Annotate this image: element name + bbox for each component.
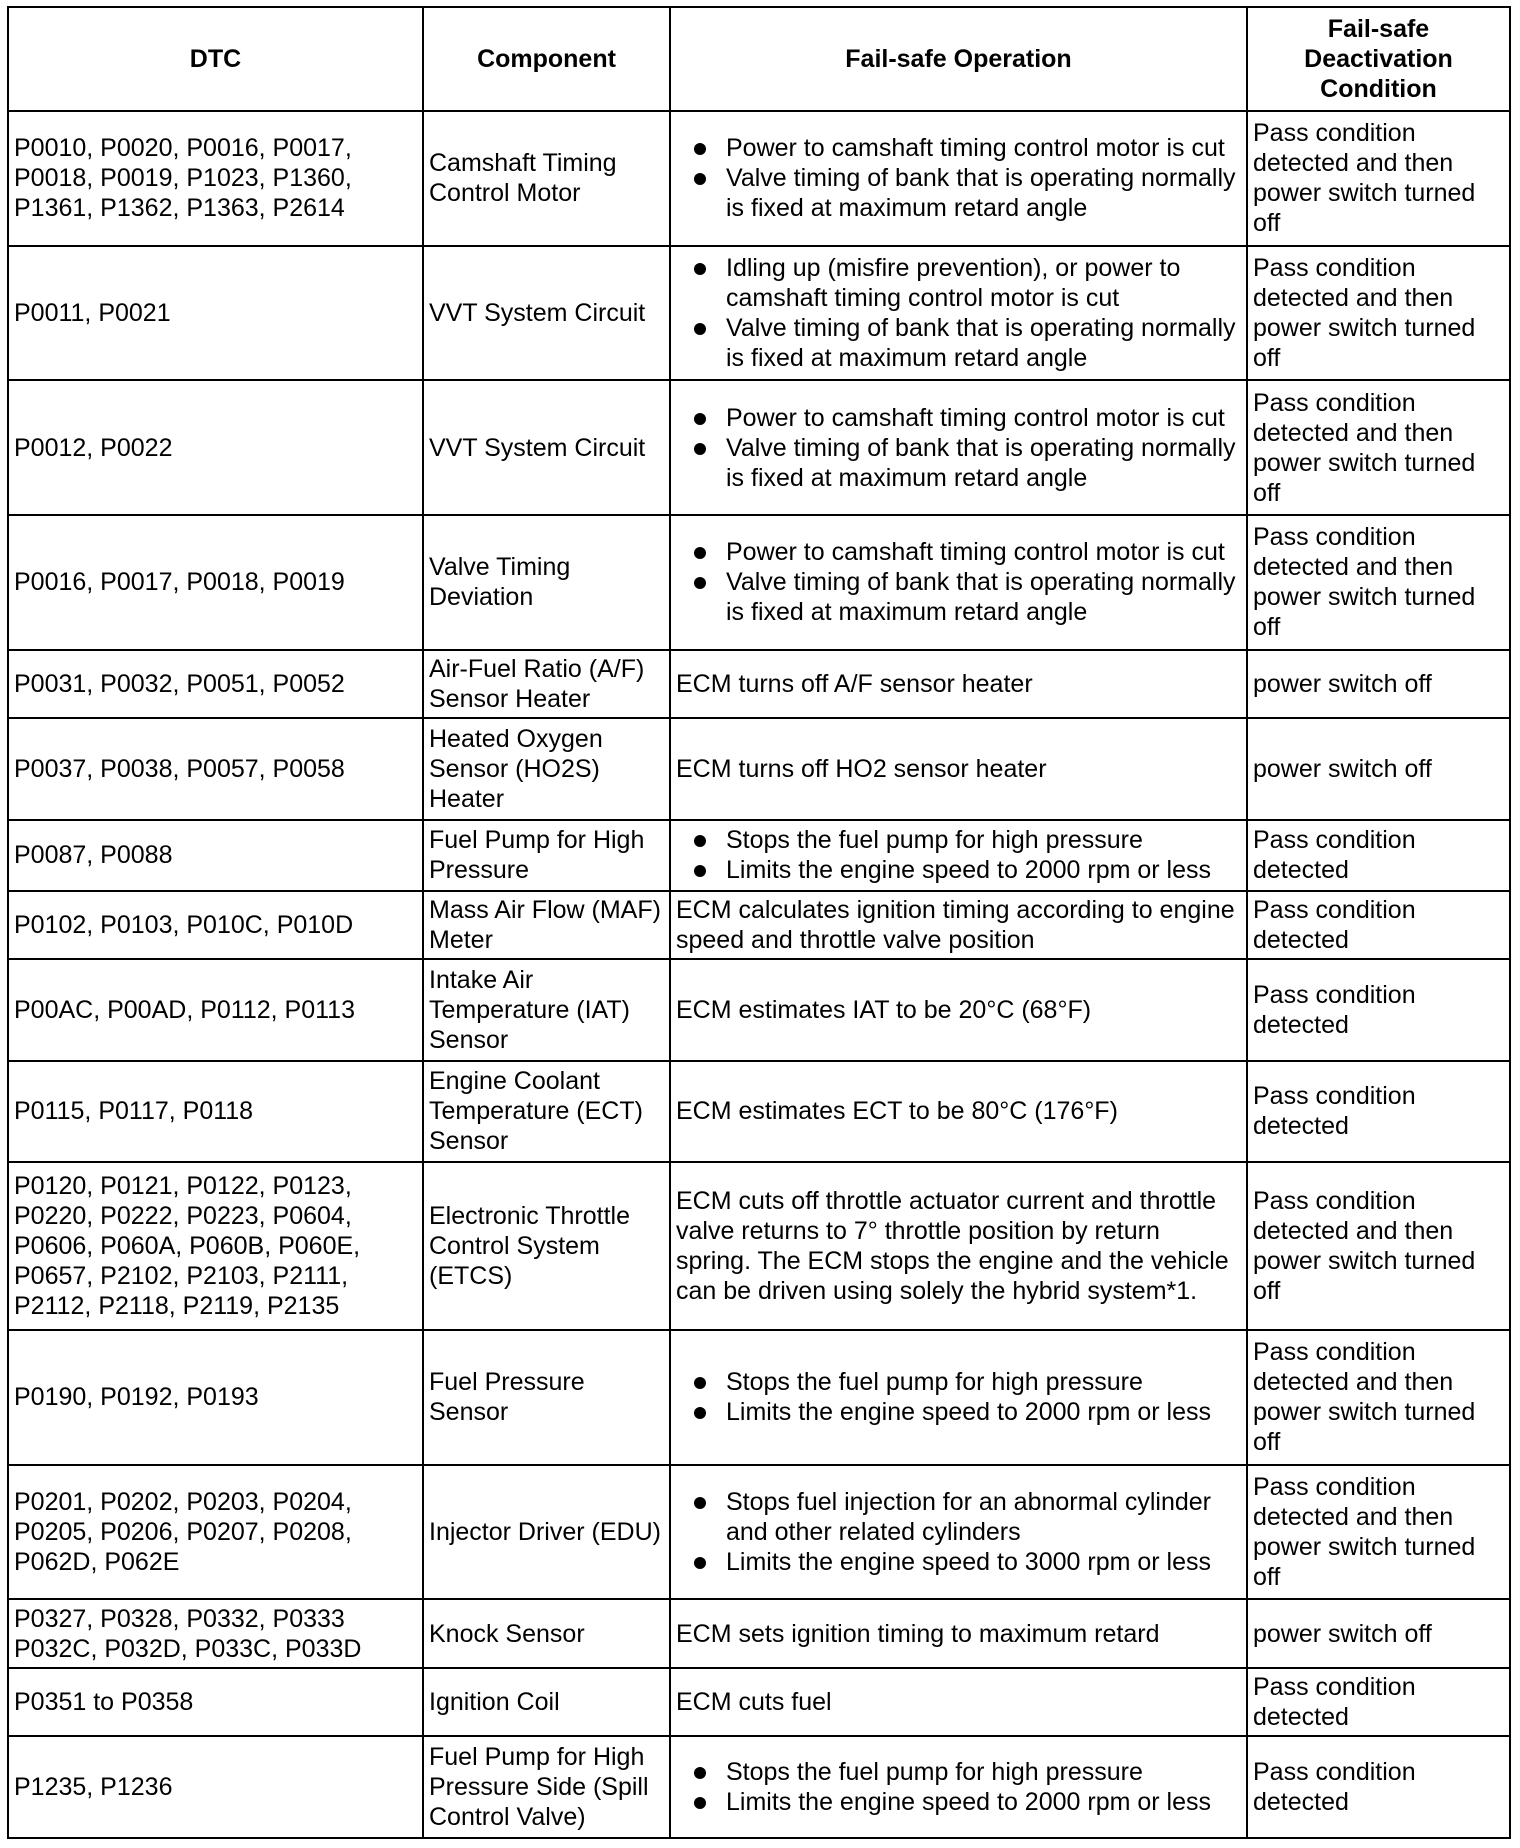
dtc-cell: P00AC, P00AD, P0112, P0113 (8, 959, 423, 1061)
dtc-cell: P0120, P0121, P0122, P0123, P0220, P0222, P0223, P0604, P0606, P060A, P060B, P060E, P0657, P2102, P2103, P2111, P2112, P2118, P2119, P2135 (8, 1162, 423, 1330)
operation-cell (670, 820, 1247, 891)
operation-bullet-list (676, 1757, 1241, 1817)
dtc-cell: P0012, P0022 (8, 380, 423, 515)
operation-cell: ECM calculates ignition timing according to engine speed and throttle valve position (670, 891, 1247, 959)
table-row (8, 820, 1510, 891)
header-operation: Fail-safe Operation (670, 7, 1247, 111)
table-row (8, 380, 1510, 515)
operation-bullet-list (676, 1487, 1241, 1577)
operation-bullet: Limits the engine speed to 2000 rpm or less (726, 855, 1241, 885)
component-cell: Ignition Coil (423, 1668, 670, 1736)
operation-bullet: Stops the fuel pump for high pressure (726, 825, 1241, 855)
operation-cell (670, 246, 1247, 381)
deactivation-cell: Pass condition detected (1247, 820, 1510, 891)
deactivation-cell: Pass condition detected and then power switch turned off (1247, 1330, 1510, 1465)
operation-bullet: Limits the engine speed to 2000 rpm or less (726, 1397, 1241, 1427)
table-row (8, 111, 1510, 246)
deactivation-cell: Pass condition detected and then power switch turned off (1247, 1162, 1510, 1330)
operation-bullet: Limits the engine speed to 2000 rpm or less (726, 1787, 1241, 1817)
operation-bullet-list (676, 403, 1241, 493)
table-row (8, 1330, 1510, 1465)
dtc-cell: P0087, P0088 (8, 820, 423, 891)
operation-bullet: Power to camshaft timing control motor is cut (726, 403, 1241, 433)
operation-cell: ECM turns off HO2 sensor heater (670, 718, 1247, 820)
component-cell: Air-Fuel Ratio (A/F) Sensor Heater (423, 650, 670, 718)
operation-cell: ECM estimates IAT to be 20°C (68°F) (670, 959, 1247, 1061)
operation-cell: ECM turns off A/F sensor heater (670, 650, 1247, 718)
operation-cell (670, 1330, 1247, 1465)
deactivation-cell: Pass condition detected (1247, 1061, 1510, 1163)
component-cell: VVT System Circuit (423, 380, 670, 515)
dtc-cell: P0016, P0017, P0018, P0019 (8, 515, 423, 650)
component-cell: Camshaft Timing Control Motor (423, 111, 670, 246)
operation-bullet: Valve timing of bank that is operating normally is fixed at maximum retard angle (726, 433, 1241, 493)
operation-cell: ECM cuts fuel (670, 1668, 1247, 1736)
operation-cell (670, 111, 1247, 246)
table-row (8, 1736, 1510, 1838)
dtc-cell: P0190, P0192, P0193 (8, 1330, 423, 1465)
operation-cell (670, 1465, 1247, 1600)
component-cell: Fuel Pressure Sensor (423, 1330, 670, 1465)
component-cell: Valve Timing Deviation (423, 515, 670, 650)
deactivation-cell: Pass condition detected and then power switch turned off (1247, 380, 1510, 515)
component-cell: Intake Air Temperature (IAT) Sensor (423, 959, 670, 1061)
operation-bullet: Power to camshaft timing control motor is cut (726, 537, 1241, 567)
deactivation-cell: Pass condition detected and then power switch turned off (1247, 246, 1510, 381)
deactivation-cell: power switch off (1247, 650, 1510, 718)
deactivation-cell: power switch off (1247, 1599, 1510, 1667)
header-component: Component (423, 7, 670, 111)
header-deactivation: Fail-safe Deactivation Condition (1247, 7, 1510, 111)
dtc-cell: P0351 to P0358 (8, 1668, 423, 1736)
operation-bullet: Stops fuel injection for an abnormal cylinder and other related cylinders (726, 1487, 1241, 1547)
table-row (8, 1668, 1510, 1736)
component-cell: Injector Driver (EDU) (423, 1465, 670, 1600)
dtc-cell: P1235, P1236 (8, 1736, 423, 1838)
failsafe-table (7, 6, 1511, 1839)
component-cell: Knock Sensor (423, 1599, 670, 1667)
component-cell: VVT System Circuit (423, 246, 670, 381)
operation-bullet: Stops the fuel pump for high pressure (726, 1367, 1241, 1397)
table-header (8, 7, 1510, 111)
component-cell: Engine Coolant Temperature (ECT) Sensor (423, 1061, 670, 1163)
operation-bullet-list (676, 825, 1241, 885)
operation-bullet: Valve timing of bank that is operating normally is fixed at maximum retard angle (726, 313, 1241, 373)
dtc-cell: P0115, P0117, P0118 (8, 1061, 423, 1163)
deactivation-cell: Pass condition detected (1247, 891, 1510, 959)
table-row (8, 1162, 1510, 1330)
table-row (8, 1465, 1510, 1600)
operation-cell: ECM estimates ECT to be 80°C (176°F) (670, 1061, 1247, 1163)
table-row (8, 718, 1510, 820)
table-row (8, 650, 1510, 718)
table-row (8, 246, 1510, 381)
header-row (8, 7, 1510, 111)
table-row (8, 1061, 1510, 1163)
deactivation-cell: Pass condition detected and then power switch turned off (1247, 1465, 1510, 1600)
operation-bullet-list (676, 537, 1241, 627)
dtc-cell: P0327, P0328, P0332, P0333 P032C, P032D, P033C, P033D (8, 1599, 423, 1667)
operation-bullet: Stops the fuel pump for high pressure (726, 1757, 1241, 1787)
component-cell: Fuel Pump for High Pressure (423, 820, 670, 891)
deactivation-cell: Pass condition detected (1247, 1668, 1510, 1736)
table-row (8, 891, 1510, 959)
operation-bullet-list (676, 253, 1241, 373)
operation-bullet: Idling up (misfire prevention), or power to camshaft timing control motor is cut (726, 253, 1241, 313)
dtc-cell: P0037, P0038, P0057, P0058 (8, 718, 423, 820)
component-cell: Heated Oxygen Sensor (HO2S) Heater (423, 718, 670, 820)
component-cell: Fuel Pump for High Pressure Side (Spill Control Valve) (423, 1736, 670, 1838)
operation-bullet-list (676, 1367, 1241, 1427)
table-row (8, 959, 1510, 1061)
operation-bullet: Valve timing of bank that is operating normally is fixed at maximum retard angle (726, 567, 1241, 627)
operation-cell (670, 515, 1247, 650)
operation-bullet-list (676, 133, 1241, 223)
table-body (8, 111, 1510, 1838)
operation-bullet: Power to camshaft timing control motor is cut (726, 133, 1241, 163)
component-cell: Electronic Throttle Control System (ETCS) (423, 1162, 670, 1330)
dtc-cell: P0031, P0032, P0051, P0052 (8, 650, 423, 718)
operation-bullet: Limits the engine speed to 3000 rpm or less (726, 1547, 1241, 1577)
operation-cell: ECM sets ignition timing to maximum retard (670, 1599, 1247, 1667)
operation-bullet: Valve timing of bank that is operating normally is fixed at maximum retard angle (726, 163, 1241, 223)
deactivation-cell: power switch off (1247, 718, 1510, 820)
table-row (8, 515, 1510, 650)
operation-cell (670, 380, 1247, 515)
deactivation-cell: Pass condition detected and then power switch turned off (1247, 515, 1510, 650)
dtc-cell: P0102, P0103, P010C, P010D (8, 891, 423, 959)
header-dtc: DTC (8, 7, 423, 111)
deactivation-cell: Pass condition detected and then power switch turned off (1247, 111, 1510, 246)
table-row (8, 1599, 1510, 1667)
dtc-cell: P0011, P0021 (8, 246, 423, 381)
deactivation-cell: Pass condition detected (1247, 1736, 1510, 1838)
dtc-cell: P0201, P0202, P0203, P0204, P0205, P0206, P0207, P0208, P062D, P062E (8, 1465, 423, 1600)
operation-cell: ECM cuts off throttle actuator current and throttle valve returns to 7° throttle position by return spring. The ECM stops the engine and the vehicle can be driven using solely the hybrid system*1. (670, 1162, 1247, 1330)
operation-cell (670, 1736, 1247, 1838)
dtc-cell: P0010, P0020, P0016, P0017, P0018, P0019, P1023, P1360, P1361, P1362, P1363, P2614 (8, 111, 423, 246)
component-cell: Mass Air Flow (MAF) Meter (423, 891, 670, 959)
deactivation-cell: Pass condition detected (1247, 959, 1510, 1061)
